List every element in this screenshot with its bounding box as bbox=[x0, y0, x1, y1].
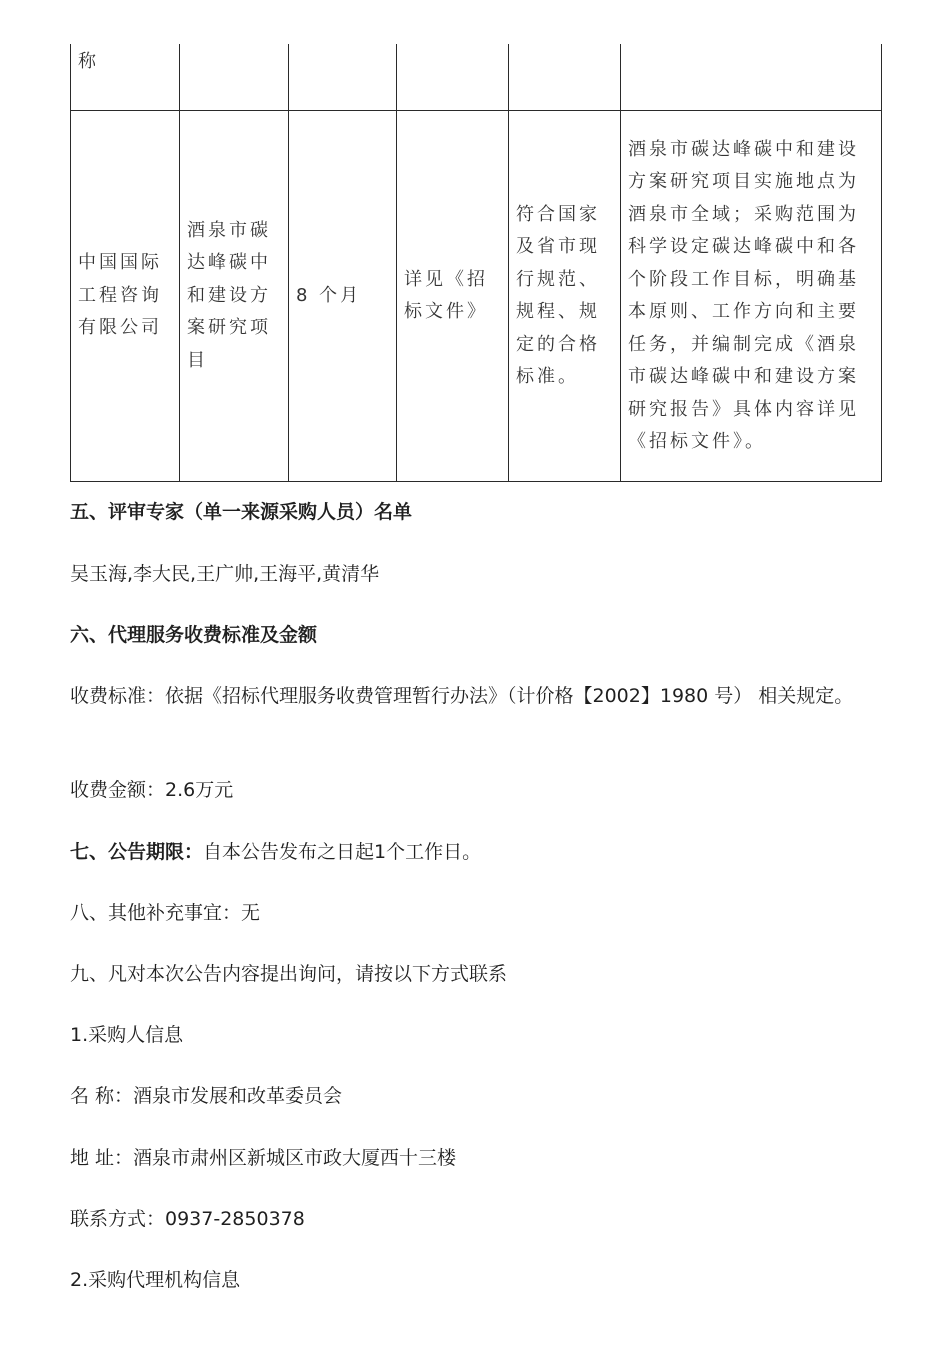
purchaser-address: 地 址：酒泉市肃州区新城区市政大厦西十三楼 bbox=[70, 1147, 457, 1169]
table-cell bbox=[397, 44, 509, 111]
fee-amount: 收费金额：2.6万元 bbox=[70, 779, 234, 801]
purchaser-contact: 联系方式：0937-2850378 bbox=[70, 1208, 305, 1230]
supplier-cell: 中国国际工程咨询有限公司 bbox=[71, 111, 180, 482]
section7-heading: 七、公告期限： bbox=[70, 841, 204, 863]
section7-text: 自本公告发布之日起1个工作日。 bbox=[203, 841, 482, 863]
service-requirement-cell: 详见《招标文件》 bbox=[397, 111, 509, 482]
section6-heading: 六、代理服务收费标准及金额 bbox=[70, 624, 318, 646]
purchaser-info-title: 1.采购人信息 bbox=[70, 1024, 184, 1046]
table-row bbox=[71, 111, 882, 482]
table-cell bbox=[509, 44, 621, 111]
table-cell bbox=[180, 44, 289, 111]
description-cell: 酒泉市碳达峰碳中和建设方案研究项目实施地点为酒泉市全域；采购范围为科学设定碳达峰碳中和各个阶段工作目标，明确基本原则、工作方向和主要任务，并编制完成《酒泉市碳达峰碳中和建设方案研究报告》具体内容详见《招标文件》。 bbox=[621, 111, 882, 482]
standard-cell: 符合国家及省市现行规范、规程、规定的合格标准。 bbox=[509, 111, 621, 482]
table-cell bbox=[289, 44, 397, 111]
notice-period bbox=[70, 836, 481, 868]
project-name-cell: 酒泉市碳达峰碳中和建设方案研究项目 bbox=[180, 111, 289, 482]
purchaser-name: 名 称：酒泉市发展和改革委员会 bbox=[70, 1085, 343, 1107]
section5-heading: 五、评审专家（单一来源采购人员）名单 bbox=[70, 501, 413, 523]
agency-info-title: 2.采购代理机构信息 bbox=[70, 1269, 241, 1291]
service-period-cell: 8 个月 bbox=[289, 111, 397, 482]
section9-heading: 九、凡对本次公告内容提出询问，请按以下方式联系 bbox=[70, 963, 508, 985]
table-header-row-tail bbox=[71, 44, 882, 111]
table-cell: 称 bbox=[71, 44, 180, 111]
other-matters: 八、其他补充事宜：无 bbox=[70, 902, 261, 924]
fee-standard: 收费标准：依据《招标代理服务收费管理暂行办法》（计价格【2002】1980 号） 相关规定。 bbox=[70, 685, 854, 707]
experts-list: 吴玉海,李大民,王广帅,王海平,黄清华 bbox=[70, 563, 380, 585]
award-result-table bbox=[70, 44, 882, 482]
table-cell bbox=[621, 44, 882, 111]
